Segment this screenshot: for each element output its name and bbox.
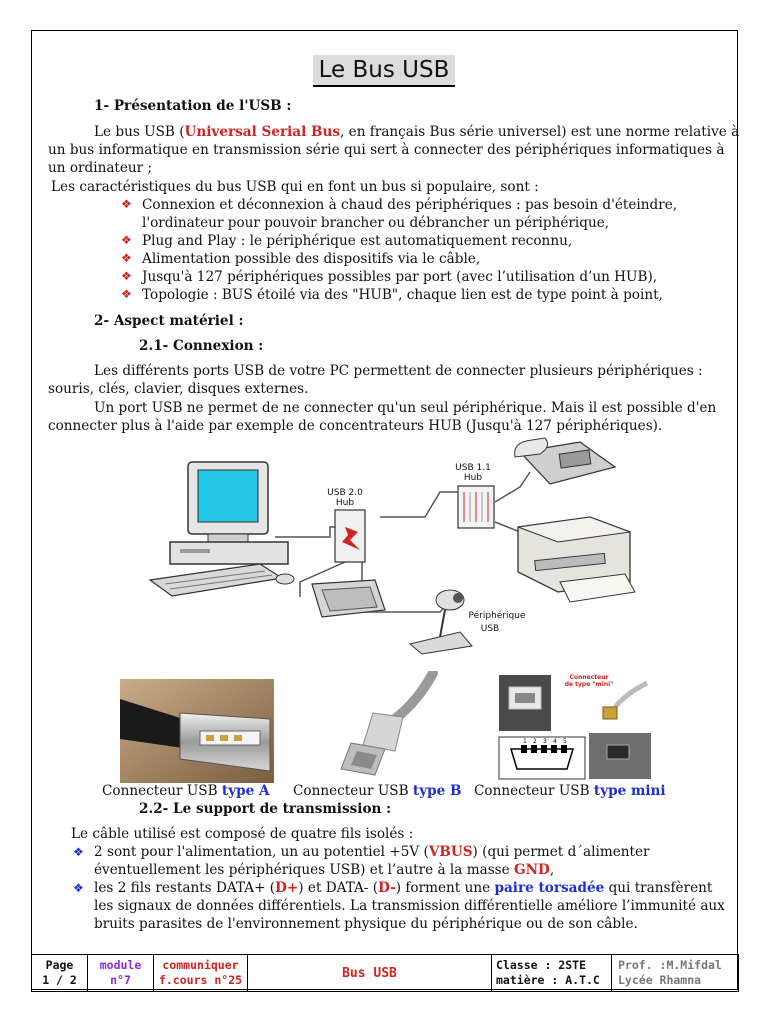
text: , <box>549 862 555 878</box>
footer-page-value: 1 / 2 <box>42 973 77 987</box>
feature-item: Plug and Play : le périphérique est automatiquement reconnu, <box>142 233 573 249</box>
text: éventuellement les périphériques USB) et l’autre à la masse <box>94 862 515 878</box>
telephone-icon <box>515 438 615 484</box>
svg-text:3: 3 <box>543 738 547 745</box>
computer-monitor-icon <box>188 462 268 542</box>
cable-bullet-data <box>94 879 712 897</box>
intro-text-b: , en français Bus série universel) est une norme relative à <box>340 124 740 140</box>
usb-topology-diagram <box>140 432 660 662</box>
vbus-highlight: VBUS <box>428 844 473 860</box>
hub11-label: USB 1.1 <box>455 463 491 473</box>
text: qui transfèrent <box>604 880 713 896</box>
caption-type: type B <box>412 783 462 799</box>
connexion-p2-line2: connecter plus à l'aide par exemple de concentrateurs HUB (Jusqu'à 127 périphériques). <box>48 418 663 434</box>
cable-bullet-data-continued: bruits parasites de l'environnement physique du périphérique ou de son câble. <box>94 916 638 932</box>
feature-item: Jusqu'à 127 périphériques possibles par port (avec l’utilisation d’un HUB), <box>142 269 658 285</box>
svg-text:4: 4 <box>553 738 557 745</box>
computer-base-icon <box>170 542 288 564</box>
intro-line2: un bus informatique en transmission série qui sert à connecter des périphériques informatiques à <box>48 142 725 158</box>
hub20-label: USB 2.0 <box>327 488 363 498</box>
subsection-support-heading: 2.2- Le support de transmission : <box>139 801 392 817</box>
cable-bullet-power-continued <box>94 861 554 879</box>
diamond-bullet-icon: ❖ <box>73 881 84 895</box>
footer-class-cell <box>492 955 612 992</box>
page-title <box>0 55 768 87</box>
text: ) et DATA- ( <box>298 880 379 896</box>
footer-matiere: matière : A.T.C <box>496 973 600 987</box>
usb-type-b-photo <box>323 671 459 783</box>
peripheral-label: Périphérique <box>468 611 526 621</box>
twisted-pair-highlight: paire torsadée <box>494 880 605 896</box>
cable-intro: Le câble utilisé est composé de quatre fils isolés : <box>71 826 414 842</box>
mini-photo-label: Connecteur <box>569 674 609 681</box>
footer-module-cell <box>88 955 154 992</box>
diamond-bullet-icon: ❖ <box>121 197 132 211</box>
title-text: Le Bus USB <box>313 55 456 87</box>
subsection-connexion-heading: 2.1- Connexion : <box>139 338 264 354</box>
caption-prefix: Connecteur USB <box>102 783 222 799</box>
intro-highlight: Universal Serial Bus <box>184 124 341 140</box>
webcam-icon <box>410 590 472 654</box>
caption-type-a <box>102 782 270 800</box>
footer-lycee: Lycée Rhamna <box>618 973 702 987</box>
footer-prof: Prof. :M.Mifdal <box>618 958 722 972</box>
intro-text-a: Le bus USB ( <box>94 124 185 140</box>
dminus-highlight: D- <box>378 880 396 896</box>
svg-text:2: 2 <box>533 738 537 745</box>
feature-item: Topologie : BUS étoilé via des "HUB", chaque lien est de type point à point, <box>142 287 663 303</box>
text: 2 sont pour l'alimentation, un au potentiel +5V ( <box>94 844 429 860</box>
drawing-tablet-icon <box>312 580 385 617</box>
footer-course-line: communiquer <box>162 958 239 972</box>
diamond-bullet-icon: ❖ <box>121 251 132 265</box>
footer-course-cell <box>154 955 248 992</box>
intro-line3: un ordinateur ; <box>48 160 153 176</box>
footer-module-value: n°7 <box>110 973 131 987</box>
cable-bullet-data-continued: les signaux de données différentiels. La transmission différentielle améliore l’immunité aux <box>94 898 725 914</box>
feature-item-continued: l'ordinateur pour pouvoir brancher ou débrancher un périphérique, <box>142 215 610 231</box>
hub11-label: Hub <box>463 473 483 483</box>
connexion-p1-line1: Les différents ports USB de votre PC permettent de connecter plusieurs périphériques : <box>94 363 703 379</box>
footer-page-label: Page <box>45 958 74 972</box>
text: ) (qui permet d´alimenter <box>472 844 650 860</box>
footer-page-cell <box>32 955 88 992</box>
usb-mini-photo <box>497 673 653 781</box>
usb-type-a-photo <box>120 679 274 783</box>
caption-prefix: Connecteur USB <box>293 783 413 799</box>
footer-course-line: f.cours n°25 <box>158 973 243 987</box>
feature-item: Alimentation possible des dispositifs via le câble, <box>142 251 481 267</box>
peripheral-label: USB <box>480 624 500 634</box>
diamond-bullet-icon: ❖ <box>121 269 132 283</box>
caption-type: type mini <box>593 783 666 799</box>
footer-teacher-cell <box>612 955 739 992</box>
svg-text:1: 1 <box>523 738 527 745</box>
features-intro: Les caractéristiques du bus USB qui en font un bus si populaire, sont : <box>51 179 539 195</box>
feature-item: Connexion et déconnexion à chaud des périphériques : pas besoin d'éteindre, <box>142 197 678 213</box>
connexion-p1-line2: souris, clés, clavier, disques externes. <box>48 381 309 397</box>
footer-classe: Classe : 2STE <box>496 958 587 972</box>
caption-prefix: Connecteur USB <box>474 783 594 799</box>
footer-table <box>31 954 738 992</box>
text: ) forment une <box>395 880 495 896</box>
caption-type-mini <box>474 782 666 800</box>
intro-line1 <box>94 123 739 141</box>
footer-subject-cell: Bus USB <box>248 955 492 992</box>
caption-type-b <box>293 782 461 800</box>
section1-heading: 1- Présentation de l'USB : <box>94 98 292 114</box>
footer-module-label: module <box>99 958 142 972</box>
usb11-hub-icon <box>458 486 494 528</box>
section2-heading: 2- Aspect matériel : <box>94 313 244 329</box>
connexion-p2-line1: Un port USB ne permet de ne connecter qu'un seul périphérique. Mais il est possible d'en <box>94 400 717 416</box>
printer-icon <box>518 517 635 602</box>
svg-text:5: 5 <box>563 738 567 745</box>
dplus-highlight: D+ <box>275 880 299 896</box>
diamond-bullet-icon: ❖ <box>73 845 84 859</box>
text: les 2 fils restants DATA+ ( <box>94 880 276 896</box>
mini-photo-label: de type "mini" <box>564 681 614 688</box>
diamond-bullet-icon: ❖ <box>121 287 132 301</box>
caption-type: type A <box>221 783 270 799</box>
hub20-label: Hub <box>335 498 355 508</box>
keyboard-icon <box>150 564 282 596</box>
diamond-bullet-icon: ❖ <box>121 233 132 247</box>
cable-bullet-power <box>94 843 650 861</box>
mouse-icon <box>276 574 294 584</box>
gnd-highlight: GND <box>514 862 550 878</box>
usb20-hub-icon <box>335 510 365 562</box>
